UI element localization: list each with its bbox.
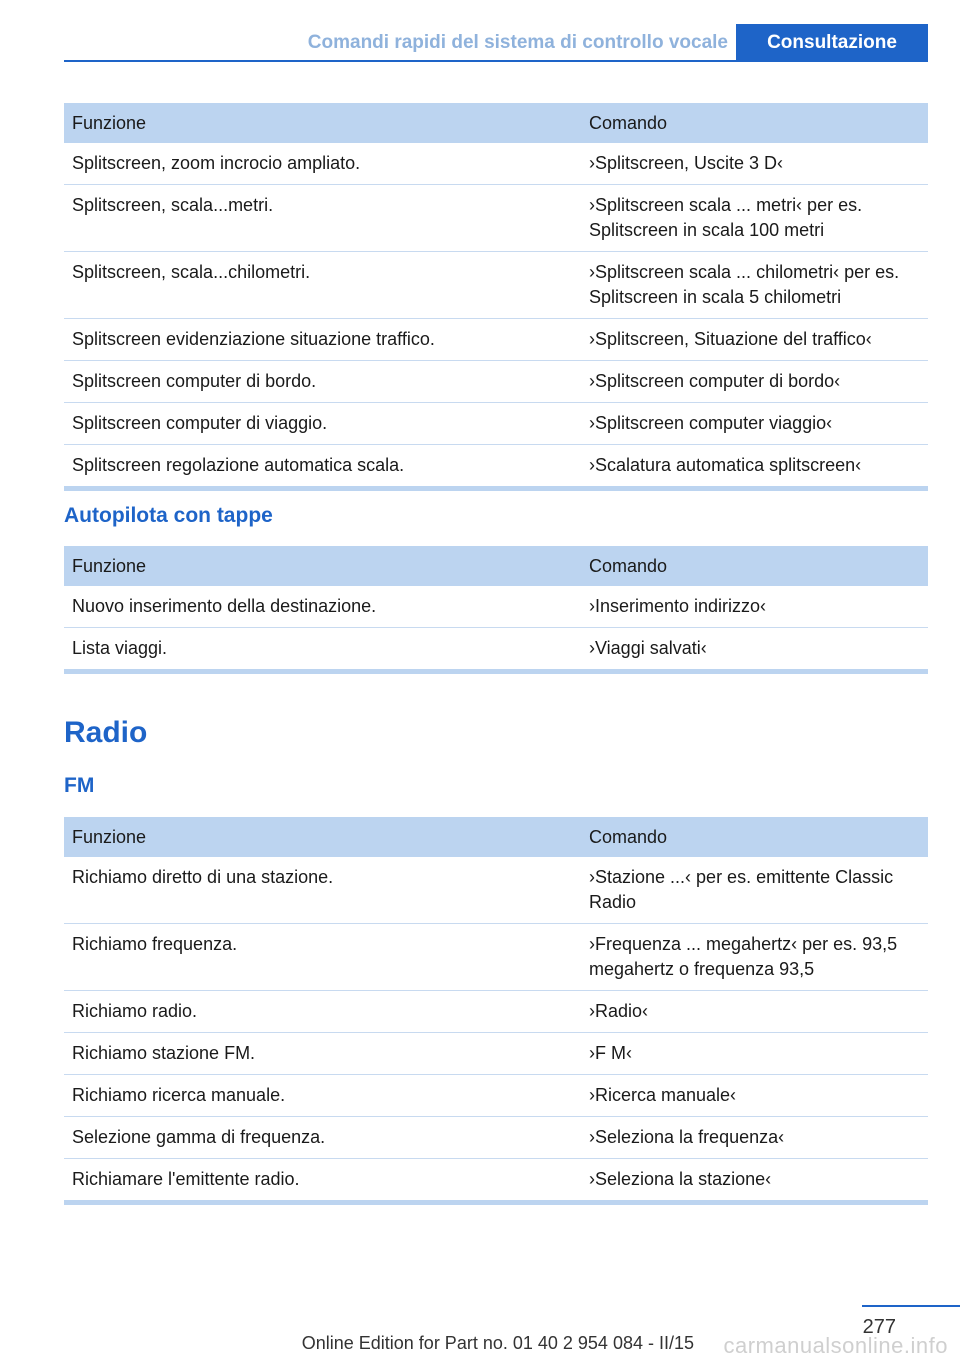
- table-row: [64, 361, 928, 403]
- table-row: [64, 991, 928, 1033]
- command-cell: ›Ricerca manuale‹: [581, 1075, 928, 1117]
- edition-note: Online Edition for Part no. 01 40 2 954 084 - II/15: [301, 1333, 694, 1353]
- table-header-row: [64, 546, 928, 586]
- function-cell: Richiamo stazione FM.: [64, 1033, 581, 1075]
- function-cell: Splitscreen regolazione automatica scala.: [64, 445, 581, 489]
- table-row: [64, 143, 928, 185]
- table-header-row: [64, 103, 928, 143]
- command-cell: ›Splitscreen scala ... metri‹ per es. Splitscreen in scala 100 metri: [581, 185, 928, 252]
- table-header-row: [64, 817, 928, 857]
- function-cell: Splitscreen evidenziazione situazione traffico.: [64, 319, 581, 361]
- function-cell: Richiamo frequenza.: [64, 924, 581, 991]
- command-cell: ›Splitscreen computer viaggio‹: [581, 403, 928, 445]
- chapter-heading-radio: Radio: [64, 716, 148, 749]
- command-cell: ›Scalatura automatica splitscreen‹: [581, 445, 928, 489]
- command-cell: ›Viaggi salvati‹: [581, 628, 928, 672]
- command-cell: ›Splitscreen scala ... chilometri‹ per es. Splitscreen in scala 5 chilometri: [581, 252, 928, 319]
- command-cell: ›Splitscreen, Uscite 3 D‹: [581, 143, 928, 185]
- command-cell: ›Splitscreen, Situazione del traffico‹: [581, 319, 928, 361]
- header-rule: [64, 60, 928, 62]
- header-chapter-tab: Consultazione: [736, 24, 928, 62]
- table-row: [64, 403, 928, 445]
- table-row: [64, 1159, 928, 1203]
- function-cell: Splitscreen computer di bordo.: [64, 361, 581, 403]
- footer-rule: [862, 1305, 960, 1307]
- splitscreen-commands-table: [64, 103, 928, 491]
- page-header: [64, 24, 928, 62]
- command-cell: ›F M‹: [581, 1033, 928, 1075]
- table-row: [64, 924, 928, 991]
- column-header-function: Funzione: [64, 546, 581, 586]
- command-cell: ›Radio‹: [581, 991, 928, 1033]
- watermark: carmanualsonline.info: [723, 1333, 948, 1358]
- function-cell: Selezione gamma di frequenza.: [64, 1117, 581, 1159]
- section-heading-fm: FM: [64, 774, 95, 797]
- table-row: [64, 445, 928, 489]
- table-row: [64, 628, 928, 672]
- column-header-command: Comando: [581, 817, 928, 857]
- command-cell: ›Seleziona la frequenza‹: [581, 1117, 928, 1159]
- function-cell: Splitscreen, scala...chilometri.: [64, 252, 581, 319]
- command-cell: ›Seleziona la stazione‹: [581, 1159, 928, 1203]
- table-row: [64, 1033, 928, 1075]
- section-heading-autopilota: Autopilota con tappe: [64, 504, 273, 527]
- table-row: [64, 185, 928, 252]
- function-cell: Lista viaggi.: [64, 628, 581, 672]
- column-header-function: Funzione: [64, 103, 581, 143]
- function-cell: Splitscreen computer di viaggio.: [64, 403, 581, 445]
- header-section-title: Comandi rapidi del sistema di controllo vocale: [307, 32, 728, 53]
- function-cell: Splitscreen, scala...metri.: [64, 185, 581, 252]
- table-row: [64, 586, 928, 628]
- command-cell: ›Frequenza ... megahertz‹ per es. 93,5 megahertz o frequenza 93,5: [581, 924, 928, 991]
- autopilota-commands-table: [64, 546, 928, 674]
- command-cell: ›Splitscreen computer di bordo‹: [581, 361, 928, 403]
- function-cell: Richiamo diretto di una stazione.: [64, 857, 581, 924]
- table-row: [64, 319, 928, 361]
- function-cell: Richiamo radio.: [64, 991, 581, 1033]
- table-row: [64, 1117, 928, 1159]
- function-cell: Nuovo inserimento della destinazione.: [64, 586, 581, 628]
- function-cell: Richiamare l'emittente radio.: [64, 1159, 581, 1203]
- table-row: [64, 1075, 928, 1117]
- function-cell: Richiamo ricerca manuale.: [64, 1075, 581, 1117]
- table-row: [64, 252, 928, 319]
- page-number: 277: [862, 1316, 896, 1338]
- command-cell: ›Stazione ...‹ per es. emittente Classic Radio: [581, 857, 928, 924]
- fm-commands-table: [64, 817, 928, 1205]
- table-row: [64, 857, 928, 924]
- column-header-function: Funzione: [64, 817, 581, 857]
- command-cell: ›Inserimento indirizzo‹: [581, 586, 928, 628]
- column-header-command: Comando: [581, 546, 928, 586]
- column-header-command: Comando: [581, 103, 928, 143]
- function-cell: Splitscreen, zoom incrocio ampliato.: [64, 143, 581, 185]
